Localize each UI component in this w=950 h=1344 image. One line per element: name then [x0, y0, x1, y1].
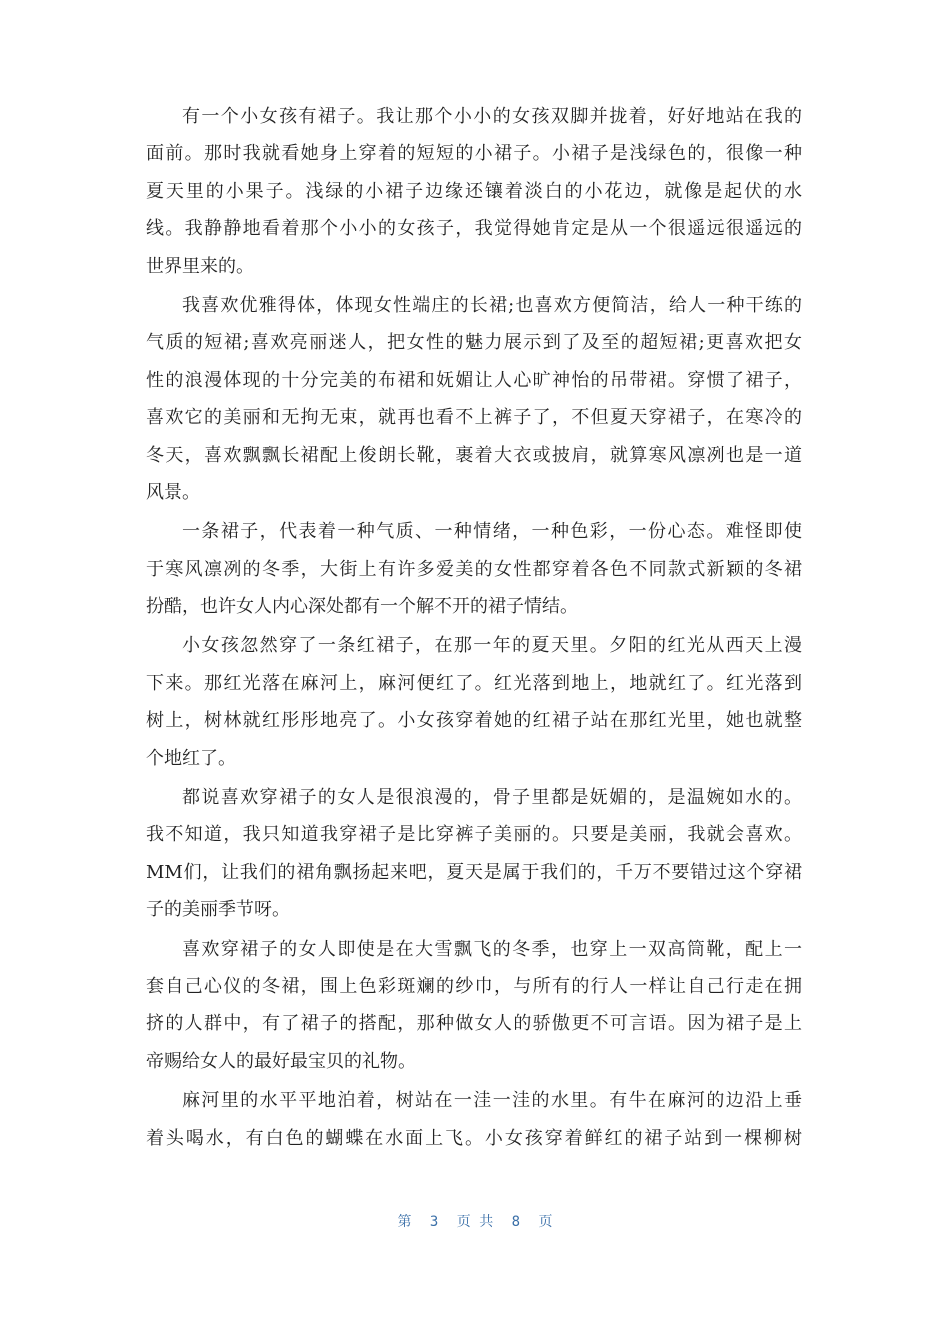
paragraph-line: 套自己心仪的冬裙，围上色彩斑斓的纱巾，与所有的行人一样让自己行走在拥 [146, 975, 802, 997]
paragraph-line: MM们，让我们的裙角飘扬起来吧，夏天是属于我们的，千万不要错过这个穿裙 [146, 861, 802, 883]
document-body [146, 98, 802, 1159]
paragraph [146, 513, 802, 625]
paragraph-line: 下来。那红光落在麻河上，麻河便红了。红光落到地上，地就红了。红光落到 [146, 672, 802, 694]
footer-total-pages: 8 [511, 1214, 521, 1230]
paragraph [146, 98, 802, 285]
paragraph-line: 面前。那时我就看她身上穿着的短短的小裙子。小裙子是浅绿色的，很像一种 [146, 143, 802, 165]
footer-word-page: 第 [397, 1214, 412, 1230]
paragraph-line: 着头喝水，有白色的蝴蝶在水面上飞。小女孩穿着鲜红的裙子站到一棵柳树 [146, 1127, 802, 1149]
paragraph-line: 气质的短裙;喜欢亮丽迷人，把女性的魅力展示到了及至的超短裙;更喜欢把女 [146, 332, 802, 354]
paragraph-line: 世界里来的。 [146, 255, 254, 277]
footer-word-page-total: 页 共 [456, 1214, 494, 1230]
paragraph-line: 一条裙子，代表着一种气质、一种情绪，一种色彩，一份心态。难怪即使 [182, 521, 802, 543]
paragraph-line: 于寒风凛冽的冬季，大街上有许多爱美的女性都穿着各色不同款式新颖的冬裙 [146, 558, 802, 580]
page-footer [0, 1211, 950, 1231]
paragraph-line: 冬天，喜欢飘飘长裙配上俊朗长靴，裹着大衣或披肩，就算寒风凛冽也是一道 [146, 444, 802, 466]
paragraph-line: 我喜欢优雅得体，体现女性端庄的长裙;也喜欢方便简洁，给人一种干练的 [182, 294, 802, 316]
paragraph [146, 779, 802, 929]
paragraph-line: 风景。 [146, 481, 200, 503]
paragraph-line: 树上，树林就红彤彤地亮了。小女孩穿着她的红裙子站在那红光里，她也就整 [146, 710, 802, 732]
paragraph-line: 夏天里的小果子。浅绿的小裙子边缘还镶着淡白的小花边，就像是起伏的水 [146, 180, 802, 202]
paragraph-line: 个地红了。 [146, 747, 236, 769]
paragraph-line: 扮酷，也许女人内心深处都有一个解不开的裙子情结。 [146, 596, 578, 618]
paragraph-line: 性的浪漫体现的十分完美的布裙和妩媚让人心旷神怡的吊带裙。穿惯了裙子， [146, 369, 802, 391]
paragraph-line: 麻河里的水平平地泊着，树站在一洼一洼的水里。有牛在麻河的边沿上垂 [182, 1090, 802, 1112]
paragraph-line: 帝赐给女人的最好最宝贝的礼物。 [146, 1050, 416, 1072]
paragraph-line: 我不知道，我只知道我穿裙子是比穿裤子美丽的。只要是美丽，我就会喜欢。 [146, 824, 802, 846]
paragraph [146, 627, 802, 777]
paragraph-line: 都说喜欢穿裙子的女人是很浪漫的，骨子里都是妩媚的，是温婉如水的。 [182, 787, 802, 809]
paragraph-line: 子的美丽季节呀。 [146, 899, 290, 921]
paragraph-line: 挤的人群中，有了裙子的搭配，那种做女人的骄傲更不可言语。因为裙子是上 [146, 1013, 802, 1035]
footer-word-page-end: 页 [538, 1214, 553, 1230]
paragraph-line: 线。我静静地看着那个小小的女孩子，我觉得她肯定是从一个很遥远很遥远的 [146, 218, 802, 240]
paragraph [146, 1082, 802, 1157]
paragraph-line: 喜欢它的美丽和无拘无束，就再也看不上裤子了，不但夏天穿裙子，在寒冷的 [146, 407, 802, 429]
paragraph-line: 喜欢穿裙子的女人即使是在大雪飘飞的冬季，也穿上一双高筒靴，配上一 [182, 938, 802, 960]
footer-current-page: 3 [429, 1214, 439, 1230]
paragraph [146, 931, 802, 1081]
paragraph [146, 287, 802, 511]
paragraph-line: 有一个小女孩有裙子。我让那个小小的女孩双脚并拢着，好好地站在我的 [182, 106, 802, 127]
paragraph-line: 小女孩忽然穿了一条红裙子，在那一年的夏天里。夕阳的红光从西天上漫 [182, 635, 802, 657]
